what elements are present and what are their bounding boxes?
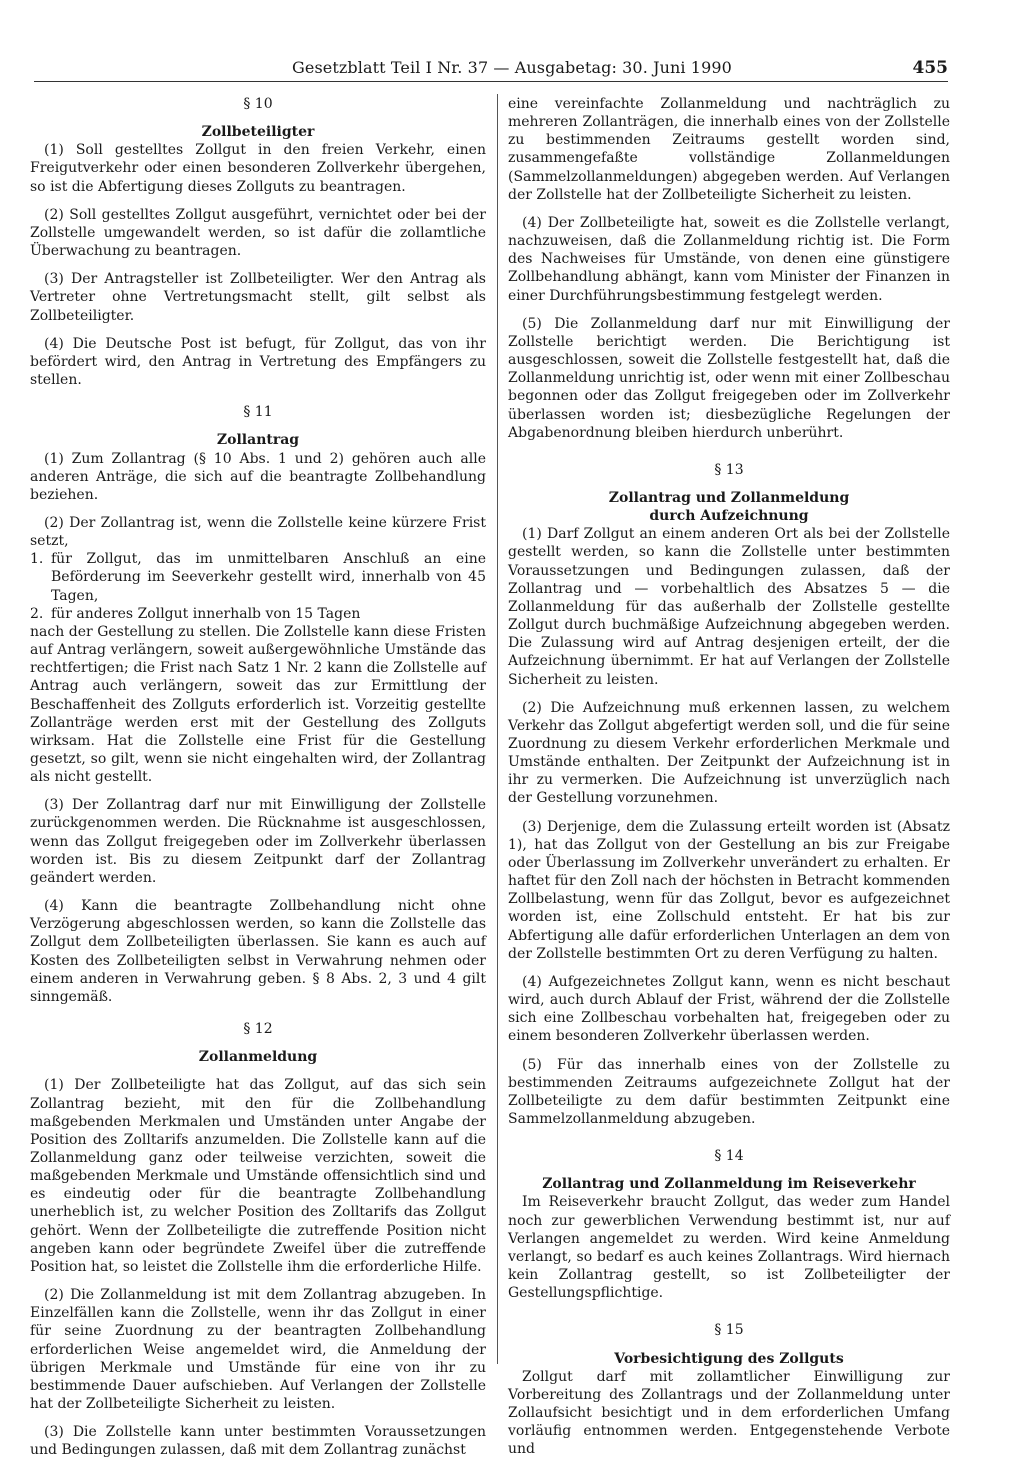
section-number: § 15 <box>714 1322 744 1339</box>
section-title: Zollantrag und Zollanmeldung im Reiseverkehr <box>542 1176 916 1193</box>
paragraph: (2) Die Aufzeichnung muß erkennen lassen, zu welchem Verkehr das Zollgut abgefertigt werden soll, und die für seine Zuordnung zu diesem Verkehr erforderlichen Merkmale und Umstände enthalten. Der Zeitpunkt der Aufzeichnung ist in ihr zu vermerken. Die Aufzeichnung ist unverzüglich nach der Gestellung vorzunehmen. <box>508 699 950 807</box>
list-item-number: 1. <box>30 551 44 568</box>
section-title: Zollanmeldung <box>198 1049 318 1066</box>
section-number: § 10 <box>243 96 273 112</box>
section-title: Zollantrag und Zollanmeldung <box>608 489 850 506</box>
paragraph: (3) Der Zollantrag darf nur mit Einwilligung der Zollstelle zurückgenommen werden. Die Rücknahme ist ausgeschlossen, wenn das Zollgut freigegeben oder im Zollverkehr überlassen worden ist. Bis zu diesem Zeitpunkt darf der Zollantrag geändert werden. <box>30 797 486 886</box>
paragraph: (5) Die Zollanmeldung darf nur mit Einwilligung der Zollstelle berichtigt werden. Die Berichtigung ist ausgeschlossen, soweit die Zollstelle festgestellt hat, daß die Zollanmeldung unrichtig ist, oder wenn mit einer Zollbeschau begonnen oder das Zollgut freigegeben oder im Zollverkehr überlassen worden ist; diesbezügliche Regelungen der Abgabenordnung bleiben hierdurch unberührt. <box>508 315 950 441</box>
paragraph: (4) Der Zollbeteiligte hat, soweit es die Zollstelle verlangt, nachzuweisen, daß die Zollanmeldung richtig ist. Die Form des Nachweises für Umstände, von denen eine günstigere Zollbehandlung abhängt, kann vom Minister der Finanzen in einer Durchführungsbestimmung festgelegt werden. <box>508 214 950 304</box>
left-column <box>30 95 486 1459</box>
paragraph: Im Reiseverkehr braucht Zollgut, das weder zum Handel noch zur gewerblichen Verwendung bestimmt ist, nur auf Verlangen angemeldet zu werden. Wird keine Anmeldung verlangt, so bedarf es auch keines Zollantrags. Wird hiernach kein Zollantrag gestellt, so ist Zollbeteiligter der Gestellungspflichtige. <box>508 1194 950 1302</box>
list-item-text: für anderes Zollgut innerhalb von 15 Tagen <box>51 605 361 622</box>
paragraph: (4) Kann die beantragte Zollbehandlung nicht ohne Verzögerung abgeschlossen werden, so kann die Zollstelle das Zollgut dem Zollbeteiligten überlassen. Sie kann es auch auf Kosten des Zollbeteiligten selbst in Verwahrung nehmen oder einem anderen in Verwahrung geben. § 8 Abs. 2, 3 und 4 gilt sinngemäß. <box>30 898 486 1005</box>
paragraph: (1) Soll gestelltes Zollgut in den freien Verkehr, einen Freigutverkehr oder einen besonderen Zollverkehr übergehen, so ist die Abfertigung dieses Zollguts zu beantragen. <box>30 142 486 195</box>
paragraph: nach der Gestellung zu stellen. Die Zollstelle kann diese Fristen auf Antrag verlängern, soweit außergewöhnliche Umstände das rechtfertigen; die Frist nach Satz 1 Nr. 2 kann die Zollstelle auf Antrag auch verlängern, soweit das zur Ermittlung der Beschaffenheit des Zollguts erforderlich ist. Vorzeitig gestellte Zollanträge werden erst mit der Gestellung des Zollguts wirksam. Hat die Zollstelle eine Frist für die Gestellung gesetzt, so gilt, wenn sie nicht eingehalten wird, der Zollantrag als nicht gestellt. <box>30 623 486 786</box>
paragraph: (4) Die Deutsche Post ist befugt, für Zollgut, das von ihr befördert wird, den Antrag in Vertretung des Empfängers zu stellen. <box>30 335 486 389</box>
section-title: Zollantrag <box>216 432 300 449</box>
section-title: Zollbeteiligter <box>201 124 315 141</box>
paragraph: (4) Aufgezeichnetes Zollgut kann, wenn es nicht beschaut wird, auch durch Ablauf der Frist, während der die Zollstelle sich eine Zollbeschau vorbehalten hat, freigegeben oder zu einem besonderen Zollverkehr überlassen werden. <box>508 973 950 1045</box>
list-item <box>30 550 486 604</box>
paragraph: (2) Die Zollanmeldung ist mit dem Zollantrag abzugeben. In Einzelfällen kann die Zollstelle, wenn ihr das Zollgut in einer für seine Zuordnung zu der beantragten Zollbehandlung erforderlichen Weise angemeldet wird, die Anmeldung der übrigen Merkmale und Umstände für eine von ihr zu bestimmende Dauer aufschieben. Auf Verlangen der Zollstelle hat der Zollbeteiligte Sicherheit zu leisten. <box>30 1287 486 1412</box>
paragraph: (1) Zum Zollantrag (§ 10 Abs. 1 und 2) gehören auch alle anderen Anträge, die sich auf die beantragte Zollbehandlung beziehen. <box>30 450 486 503</box>
header-rule <box>34 81 948 82</box>
paragraph: (3) Derjenige, dem die Zulassung erteilt worden ist (Absatz 1), hat das Zollgut von der Gestellung an bis zur Freigabe oder Überlassung im Zollverkehr unverändert zu erhalten. Er haftet für den Zoll nach der höchsten in Betracht kommenden Zollbelastung, wenn für das Zollgut, bevor es aufgezeichnet worden ist, eine Zollschuld entsteht. Er hat bis zur Abfertigung alle dafür erforderlichen Unterlagen an dem von der Zollstelle bestimmten Ort zu deren Verfügung zu halten. <box>508 818 950 962</box>
section-number: § 14 <box>714 1148 744 1165</box>
page-header <box>0 58 1024 84</box>
paragraph: Zollgut darf mit zollamtlicher Einwilligung zur Vorbereitung des Zollantrags und der Zollanmeldung unter Zollaufsicht besichtigt und in dem erforderlichen Umfang vorläufig entnommen werden. Entgegenstehende Verbote und <box>508 1368 950 1458</box>
section-title: Vorbesichtigung des Zollguts <box>614 1350 844 1367</box>
section-number: § 11 <box>243 404 273 421</box>
paragraph: (3) Der Antragsteller ist Zollbeteiligter. Wer den Antrag als Vertreter ohne Vertretungsmacht stellt, gilt selbst als Zollbeteiligter. <box>30 271 486 324</box>
paragraph: eine vereinfachte Zollanmeldung und nachträglich zu mehreren Zollanträgen, die innerhalb eines von der Zollstelle zu bestimmenden Zeitraums gestellt worden sind, zusammengefaßte vollständige Zollanmeldungen (Sammelzollanmeldungen) abgegeben werden. Auf Verlangen der Zollstelle hat der Zollbeteiligte Sicherheit zu leisten. <box>508 96 950 203</box>
page-number: 455 <box>912 58 948 78</box>
paragraph: (3) Die Zollstelle kann unter bestimmten Voraussetzungen und Bedingungen zulassen, daß mit dem Zollantrag zunächst <box>30 1424 486 1459</box>
paragraph: (2) Der Zollantrag ist, wenn die Zollstelle keine kürzere Frist setzt, <box>30 514 486 550</box>
paragraph: (5) Für das innerhalb eines von der Zollstelle zu bestimmenden Zeitraums aufgezeichnete Zollgut hat der Zollbeteiligte zu dem dafür bestimmten Zeitpunkt eine Sammelzollanmeldung abzugeben. <box>508 1056 950 1127</box>
column-divider <box>497 94 498 1364</box>
running-header-title: Gesetzblatt Teil I Nr. 37 — Ausgabetag: 30. Juni 1990 <box>292 58 732 77</box>
paragraph: (2) Soll gestelltes Zollgut ausgeführt, vernichtet oder bei der Zollstelle umgewandelt werden, so ist dafür die zollamtliche Überwachung zu beantragen. <box>30 206 486 260</box>
paragraph: (1) Der Zollbeteiligte hat das Zollgut, auf das sich sein Zollantrag bezieht, mit den für die Zollbehandlung maßgebenden Merkmalen und Umständen unter Angabe der Position des Zolltarifs anzumelden. Die Zollstelle kann auf die Zollanmeldung ganz oder teilweise verzichten, soweit die maßgebenden Merkmale und Umstände offensichtlich sind und es eindeutig oder für die beantragte Zollbehandlung unerheblich ist, zu welcher Position des Zolltarifs das Zollgut gehört. Wenn der Zollbeteiligte die zutreffende Position nicht angeben kann oder begründete Zweifel über die zutreffende Position hat, so leistet die Zollstelle ihm die erforderliche Hilfe. <box>30 1077 486 1275</box>
section-number: § 13 <box>714 461 744 478</box>
paragraph: (1) Darf Zollgut an einem anderen Ort als bei der Zollstelle gestellt werden, so kann die Zollstelle unter bestimmten Voraussetzungen und Bedingungen zulassen, daß der Zollantrag und — vorbehaltlich des Absatzes 5 — die Zollanmeldung für das außerhalb der Zollstelle gestellte Zollgut durch buchmäßige Aufzeichnung abgegeben werden. Die Zulassung wird auf Antrag desjenigen erteilt, der die Aufzeichnung übernimmt. Er hat auf Verlangen der Zollstelle Sicherheit zu leisten. <box>508 526 950 688</box>
section-title-line2: durch Aufzeichnung <box>649 508 809 525</box>
list-item <box>30 605 486 623</box>
list-item-number: 2. <box>30 605 44 622</box>
right-column <box>508 95 950 1458</box>
section-number: § 12 <box>243 1021 273 1038</box>
list-item-text: für Zollgut, das im unmittelbaren Anschluß an eine Beförderung im Seeverkehr gestellt wird, innerhalb von 45 Tagen, <box>51 551 486 604</box>
